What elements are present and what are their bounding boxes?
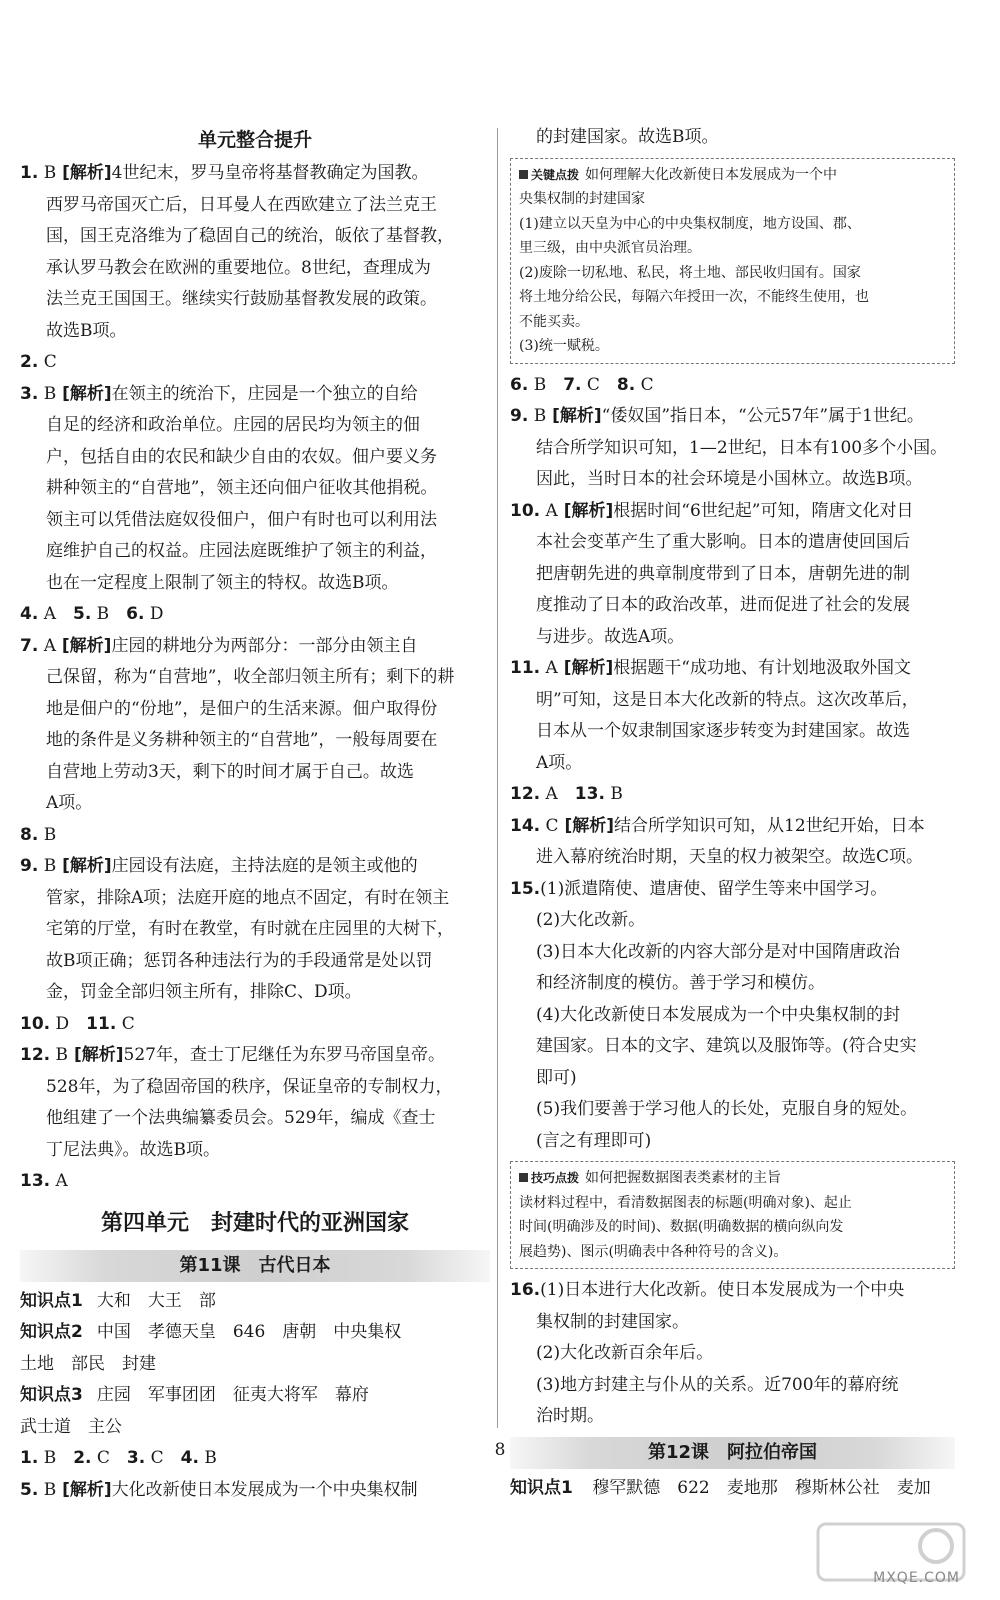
item-number: 13. <box>557 784 605 804</box>
knowledge-point-line <box>20 1380 490 1412</box>
answer-line <box>20 505 490 537</box>
answer-choice: A <box>540 658 558 678</box>
left-column <box>20 122 490 1506</box>
answer-line <box>510 1307 955 1339</box>
knowledge-point-line <box>20 1286 490 1318</box>
answer-choice: B <box>38 383 57 404</box>
answer-choice: D <box>50 1013 70 1034</box>
section-title: 单元整合提升 <box>197 129 312 151</box>
right-top-lines <box>510 122 955 154</box>
answer-choice: A <box>540 500 558 521</box>
answer-item <box>510 779 955 811</box>
answer-text: 庭维护自己的权益。庄园法庭既维护了领主的利益， <box>46 541 437 561</box>
lesson-12-knowledge-point <box>510 1473 955 1505</box>
answer-item <box>20 347 490 379</box>
answer-choice: B <box>38 856 57 876</box>
answer-item <box>20 631 490 663</box>
answer-line <box>20 1135 490 1167</box>
watermark-text: MXQE.COM <box>873 1570 960 1586</box>
answer-item <box>20 1040 490 1072</box>
knowledge-point-label: 知识点1 <box>510 1477 573 1498</box>
tip-badge <box>519 163 579 188</box>
answer-line <box>510 968 955 1000</box>
item-number: 1. <box>20 163 39 183</box>
answer-text: 明”可知，这是日本大化改新的特点。这次改革后， <box>536 689 919 710</box>
answer-choice: B <box>38 163 57 183</box>
skill-tip-box <box>510 1161 955 1269</box>
answer-line <box>510 1401 955 1433</box>
answer-text: 宅第的厅堂，有时在教堂，有时就在庄园里的大树下， <box>46 919 454 939</box>
answer-item <box>20 1166 490 1198</box>
analysis-tag: [解析] <box>557 500 614 521</box>
answer-line <box>510 1031 955 1063</box>
lesson-11-title: 第11课 古代日本 <box>20 1250 490 1282</box>
answer-text: 地是佃户的“份地”，是佃户的生活来源。佃户取得份 <box>46 698 438 719</box>
answer-text: 的封建国家。故选B项。 <box>536 127 719 147</box>
item-number: 14. <box>510 815 541 836</box>
answer-choice: D <box>144 604 164 624</box>
item-number: 2. <box>20 352 39 372</box>
answer-line <box>20 221 490 253</box>
answer-line <box>20 1072 490 1104</box>
answer-text: 国，国王克洛维为了稳固自己的统治，皈依了基督教， <box>46 226 454 246</box>
answer-item <box>510 653 955 685</box>
answer-line <box>510 1126 955 1158</box>
answer-text: 根据时间“6世纪起”可知，隋唐文化对日 <box>613 500 914 521</box>
analysis-tag: [解析] <box>68 1045 124 1065</box>
answer-line <box>20 1103 490 1135</box>
answer-text: (2)大化改新。 <box>536 910 646 930</box>
answer-choice: A <box>38 604 56 624</box>
square-icon <box>519 1173 528 1182</box>
answer-text: 结合所学知识可知，1—2世纪，日本有100多个小国。 <box>536 437 948 458</box>
answer-text: 集权制的封建国家。 <box>536 1311 689 1332</box>
answer-text: 故选B项。 <box>46 320 127 341</box>
answer-line <box>510 842 955 874</box>
item-number: 7. <box>20 635 39 656</box>
answer-line <box>510 937 955 969</box>
answer-line <box>510 433 955 465</box>
answer-line <box>510 716 955 748</box>
answer-line <box>20 946 490 978</box>
answer-line <box>20 662 490 694</box>
answer-choice: B <box>50 1045 69 1065</box>
answer-item <box>510 1275 955 1307</box>
answer-text: 进入幕府统治时期，天皇的权力被架空。故选C项。 <box>536 847 924 867</box>
answer-line <box>20 473 490 505</box>
answer-item <box>510 401 955 433</box>
tip-line: (2)废除一切私地、私民，将土地、部民收归国有。国家 <box>519 264 861 281</box>
answer-line <box>20 725 490 757</box>
tip-line: 不能买卖。 <box>519 313 589 330</box>
tip-line: 里三级，由中央派官员治理。 <box>519 240 701 256</box>
knowledge-point-line <box>20 1349 490 1381</box>
answer-text: “倭奴国”指日本，“公元57年”属于1世纪。 <box>601 406 924 426</box>
key-tip-box <box>510 158 955 364</box>
answer-choice: B <box>91 604 110 624</box>
left-answer-lines <box>20 158 490 1198</box>
answer-line <box>510 559 955 591</box>
answer-line <box>510 685 955 717</box>
answer-item <box>20 379 490 411</box>
answer-text: (5)我们要善于学习他人的长处，克服自身的短处。 <box>536 1099 918 1119</box>
item-number: 10. <box>20 1013 51 1034</box>
answer-text: 治时期。 <box>536 1406 604 1426</box>
answer-choice: A <box>50 1171 68 1191</box>
answer-text: 结合所学知识可知，从12世纪开始，日本 <box>614 815 925 836</box>
answer-text: 根据题干“成功地、有计划地汲取外国文 <box>613 658 911 678</box>
answer-text: 他组建了一个法典编纂委员会。529年，编成《查士 <box>46 1108 436 1128</box>
answer-line <box>510 527 955 559</box>
item-number: 10. <box>510 500 541 521</box>
answer-text: 己保留，称为“自营地”，收全部归领主所有；剩下的耕 <box>46 667 455 687</box>
tip-badge-label: 关键点拨 <box>531 167 580 182</box>
answer-text: 庄园设有法庭，主持法庭的是领主或他的 <box>111 856 418 876</box>
tip-line: 将土地分给公民，每隔六年授田一次，不能终生使用，也 <box>519 289 869 305</box>
answer-text: 户，包括自由的农民和缺少自由的农奴。佃户要义务 <box>46 446 437 467</box>
answer-item <box>510 496 955 528</box>
answer-text: 建国家。日本的文字、建筑以及服饰等。(符合史实 <box>536 1036 917 1056</box>
answer-line <box>20 442 490 474</box>
analysis-tag: [解析] <box>56 163 112 183</box>
unit-title: 第四单元 封建时代的亚洲国家 <box>100 1210 409 1236</box>
tip-title-line <box>519 163 946 188</box>
answer-text: 本社会变革产生了重大影响。日本的遣唐使回国后 <box>536 532 910 552</box>
item-number: 15. <box>510 878 541 899</box>
knowledge-points <box>20 1286 490 1444</box>
tip-line: 时间(明确涉及的时间)、数据(明确数据的横向纵向发 <box>519 1219 844 1235</box>
item-number: 6. <box>510 374 529 395</box>
analysis-tag: [解析] <box>56 383 112 404</box>
answer-line <box>510 622 955 654</box>
answer-choice: C <box>540 815 559 836</box>
item-number: 9. <box>20 856 39 876</box>
item-number: 4. <box>20 604 39 624</box>
analysis-tag: [解析] <box>546 406 602 426</box>
answer-choice: B <box>198 1448 217 1468</box>
answer-text: 在领主的统治下，庄园是一个独立的自给 <box>111 383 418 404</box>
knowledge-point-line <box>20 1317 490 1349</box>
answer-text: (2)大化改新百余年后。 <box>536 1343 714 1363</box>
answer-text: 自营地上劳动3天，剩下的时间才属于自己。故选 <box>46 761 414 782</box>
knowledge-point-text: 中国 孝德天皇 646 唐朝 中央集权 <box>96 1322 402 1342</box>
lesson-12-title: 第12课 阿拉伯帝国 <box>510 1437 955 1469</box>
answer-line <box>20 788 490 820</box>
answer-line <box>510 1063 955 1095</box>
item-number: 13. <box>20 1171 51 1191</box>
item-number: 1. <box>20 1448 39 1468</box>
tip-badge-label: 技巧点拨 <box>531 1171 580 1185</box>
answer-text: (4)大化改新使日本发展成为一个中央集权制的封 <box>536 1004 901 1025</box>
answer-text: 承认罗马教会在欧洲的重要地位。8世纪，查理成为 <box>46 257 431 278</box>
item-number: 7. <box>546 374 582 395</box>
answer-text: 度推动了日本的政治改革，进而促进了社会的发展 <box>536 595 910 615</box>
answer-text: 因此，当时日本的社会环境是小国林立。故选B项。 <box>536 469 923 489</box>
tip-line: 读材料过程中，看清数据图表的标题(明确对象)、起止 <box>519 1194 852 1211</box>
tip-title-line <box>519 1166 946 1191</box>
item-number: 12. <box>20 1045 51 1065</box>
answer-choice: B <box>528 406 547 426</box>
answer-text: 西罗马帝国灭亡后，日耳曼人在西欧建立了法兰克王 <box>46 194 437 215</box>
answer-text: 金，罚金全部归领主所有，排除C、D项。 <box>46 982 362 1002</box>
item-number: 2. <box>56 1448 92 1468</box>
answer-text: 527年，查士丁尼继任为东罗马帝国皇帝。 <box>123 1045 445 1065</box>
answer-item <box>20 851 490 883</box>
answer-text: 528年，为了稳固帝国的秩序，保证皇帝的专制权力， <box>46 1076 453 1097</box>
answer-text: 与进步。故选A项。 <box>536 626 685 647</box>
square-icon <box>519 170 528 179</box>
tip-title: 如何理解大化改新使日本发展成为一个中 <box>585 166 838 183</box>
analysis-tag: [解析] <box>558 815 615 836</box>
answer-item <box>510 811 955 843</box>
answer-choice: C <box>145 1448 164 1468</box>
answer-text: 耕种领主的“自营地”，领主还向佃户征收其他捐税。 <box>46 478 438 498</box>
answer-choice: A <box>540 784 558 804</box>
answer-choice: A <box>38 635 56 656</box>
answer-choice: B <box>38 1479 57 1500</box>
answer-text: A项。 <box>536 752 583 773</box>
item-number: 11. <box>510 658 541 678</box>
item-number: 11. <box>69 1013 117 1034</box>
item-number: 3. <box>20 383 39 404</box>
item-number: 6. <box>109 604 145 624</box>
answer-item <box>510 370 955 402</box>
answer-text: 日本从一个奴隶制国家逐步转变为封建国家。故选 <box>536 721 910 741</box>
answer-choice: C <box>91 1448 110 1468</box>
answer-line <box>510 905 955 937</box>
answer-text: 4世纪末，罗马皇帝将基督教确定为国教。 <box>111 163 429 183</box>
answer-text: 丁尼法典》。故选B项。 <box>46 1139 220 1160</box>
item-number: 3. <box>109 1448 146 1468</box>
item-number: 4. <box>163 1448 199 1468</box>
answer-text: 庄园的耕地分为两部分：一部分由领主自 <box>111 635 418 656</box>
knowledge-point-text: 穆罕默德 622 麦地那 穆斯林公社 麦加 <box>592 1477 931 1498</box>
answer-text: 管家，排除A项；法庭开庭的地点不固定，有时在领主 <box>46 887 450 908</box>
answer-item <box>510 874 955 906</box>
knowledge-point-text: 武士道 主公 <box>20 1416 122 1437</box>
knowledge-point-line <box>20 1412 490 1444</box>
item-number: 16. <box>510 1280 541 1300</box>
answer-choice: B <box>38 824 57 845</box>
answer-line <box>510 748 955 780</box>
answer-choice: B <box>38 1448 57 1468</box>
answer-line <box>20 284 490 316</box>
knowledge-point-label: 知识点1 <box>20 1290 83 1311</box>
tip-line: (1)建立以天皇为中心的中央集权制度，地方设国、郡、 <box>519 215 861 232</box>
answer-line <box>20 914 490 946</box>
answer-line <box>20 977 490 1009</box>
answer-text: 也在一定程度上限制了领主的特权。故选B项。 <box>46 572 399 593</box>
answer-choice: C <box>635 374 654 395</box>
answer-line <box>20 316 490 348</box>
analysis-tag: [解析] <box>557 658 614 678</box>
item-number: 9. <box>510 406 529 426</box>
knowledge-point-label: 知识点2 <box>20 1322 83 1342</box>
answer-choice: C <box>38 352 57 372</box>
page-number: 8 <box>494 1440 506 1460</box>
item-number: 5. <box>20 1479 39 1500</box>
answer-line <box>510 1370 955 1402</box>
answer-choice: C <box>581 374 600 395</box>
answer-text: (1)派遣隋使、遣唐使、留学生等来中国学习。 <box>540 878 888 899</box>
answer-text: 大化改新使日本发展成为一个中央集权制 <box>111 1479 418 1500</box>
answer-line <box>20 694 490 726</box>
tip-line: (3)统一赋税。 <box>519 338 609 354</box>
answer-line <box>20 190 490 222</box>
item-number: 12. <box>510 784 541 804</box>
answer-line <box>510 1338 955 1370</box>
column-divider <box>497 128 498 1428</box>
knowledge-point-text: 庄园 军事团团 征夷大将军 幕府 <box>96 1385 369 1405</box>
answer-line <box>20 536 490 568</box>
analysis-tag: [解析] <box>55 635 112 656</box>
answer-text: 故B项正确；惩罚各种违法行为的手段通常是处以罚 <box>46 950 433 971</box>
answer-text: (3)日本大化改新的内容大部分是对中国隋唐政治 <box>536 941 901 962</box>
answer-text: 把唐朝先进的典章制度带到了日本，唐朝先进的制 <box>536 563 910 584</box>
answer-item <box>20 1475 490 1507</box>
answer-line <box>510 590 955 622</box>
knowledge-point-text: 土地 部民 封建 <box>20 1353 156 1374</box>
tip-badge <box>519 1166 579 1191</box>
tip-line: 展趋势)、图示(明确表中各种符号的含义)。 <box>519 1243 788 1260</box>
answer-line <box>510 122 955 154</box>
answer-text: A项。 <box>46 793 93 813</box>
answer-text: 即可) <box>536 1067 577 1088</box>
right-answer-lines <box>510 370 955 1158</box>
answer-text: (1)日本进行大化改新。使日本发展成为一个中央 <box>540 1280 905 1300</box>
knowledge-point-label: 知识点3 <box>20 1385 83 1405</box>
right-column <box>510 122 955 1504</box>
question-16-lines <box>510 1275 955 1433</box>
answer-item <box>20 158 490 190</box>
answer-line <box>20 883 490 915</box>
answer-text: (3)地方封建主与仆从的关系。近700年的幕府统 <box>536 1374 899 1395</box>
answer-text: 地的条件是义务耕种领主的“自营地”，一般每周要在 <box>46 730 438 750</box>
answer-item <box>20 820 490 852</box>
answer-text: (言之有理即可) <box>536 1130 652 1151</box>
item-number: 5. <box>55 604 92 624</box>
tip-line: 央集权制的封建国家 <box>519 191 645 207</box>
answer-line <box>510 1094 955 1126</box>
answer-choice: B <box>604 784 623 804</box>
answer-item <box>20 599 490 631</box>
answer-text: 领主可以凭借法庭奴役佃户，佃户有时也可以利用法 <box>46 509 437 530</box>
answer-line <box>20 253 490 285</box>
item-number: 8. <box>599 374 636 395</box>
analysis-tag: [解析] <box>56 1479 112 1500</box>
answer-choice: C <box>116 1013 135 1034</box>
answer-text: 法兰克王国国王。继续实行鼓励基督教发展的政策。 <box>46 289 437 309</box>
answer-line <box>510 1000 955 1032</box>
knowledge-point-text: 大和 大王 部 <box>96 1290 216 1311</box>
answer-text: 和经济制度的模仿。善于学习和模仿。 <box>536 973 825 993</box>
answer-line <box>20 757 490 789</box>
answer-item <box>20 1009 490 1041</box>
answer-text: 自足的经济和政治单位。庄园的居民均为领主的佃 <box>46 415 420 435</box>
item-number: 8. <box>20 824 39 845</box>
tip-title: 如何把握数据图表类素材的主旨 <box>585 1170 782 1186</box>
analysis-tag: [解析] <box>56 856 112 876</box>
answer-line <box>510 464 955 496</box>
answer-choice: B <box>528 374 547 395</box>
answer-line <box>20 410 490 442</box>
answer-line <box>20 568 490 600</box>
